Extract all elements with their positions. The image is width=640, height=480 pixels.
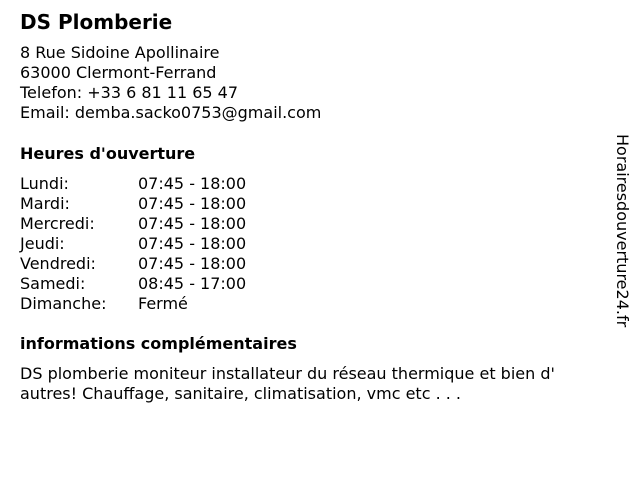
hours-time: Fermé bbox=[138, 294, 188, 313]
hours-day: Jeudi: bbox=[20, 234, 65, 253]
hours-day: Dimanche: bbox=[20, 294, 107, 313]
hours-day: Mercredi: bbox=[20, 214, 95, 233]
hours-time: 07:45 - 18:00 bbox=[138, 174, 247, 193]
hours-row bbox=[20, 254, 246, 274]
hours-day: Samedi: bbox=[20, 274, 86, 293]
hours-row bbox=[20, 214, 246, 234]
hours-day: Vendredi: bbox=[20, 254, 96, 273]
contact-block bbox=[20, 43, 321, 123]
hours-time: 07:45 - 18:00 bbox=[138, 254, 247, 273]
site-watermark: Horairesdouverture24.fr bbox=[613, 134, 632, 328]
business-name: DS Plomberie bbox=[20, 10, 173, 34]
opening-hours-heading: Heures d'ouverture bbox=[20, 144, 196, 163]
hours-time: 08:45 - 17:00 bbox=[138, 274, 247, 293]
business-description: DS plomberie moniteur installateur du réseau thermique et bien d' autres! Chauffage, sanitaire, climatisation, vmc etc . . . bbox=[20, 364, 555, 403]
hours-day: Mardi: bbox=[20, 194, 70, 213]
additional-info-heading: informations complémentaires bbox=[20, 334, 297, 353]
phone-number: Telefon: +33 6 81 11 65 47 bbox=[20, 83, 239, 102]
hours-time: 07:45 - 18:00 bbox=[138, 234, 247, 253]
hours-day: Lundi: bbox=[20, 174, 69, 193]
email-address: Email: demba.sacko0753@gmail.com bbox=[20, 103, 322, 122]
hours-row bbox=[20, 234, 246, 254]
city-address: 63000 Clermont-Ferrand bbox=[20, 63, 217, 82]
hours-row bbox=[20, 194, 246, 214]
street-address: 8 Rue Sidoine Apollinaire bbox=[20, 43, 220, 62]
hours-time: 07:45 - 18:00 bbox=[138, 214, 247, 233]
hours-row bbox=[20, 294, 246, 314]
hours-time: 07:45 - 18:00 bbox=[138, 194, 247, 213]
opening-hours-table bbox=[20, 174, 246, 314]
hours-row bbox=[20, 174, 246, 194]
hours-row bbox=[20, 274, 246, 294]
